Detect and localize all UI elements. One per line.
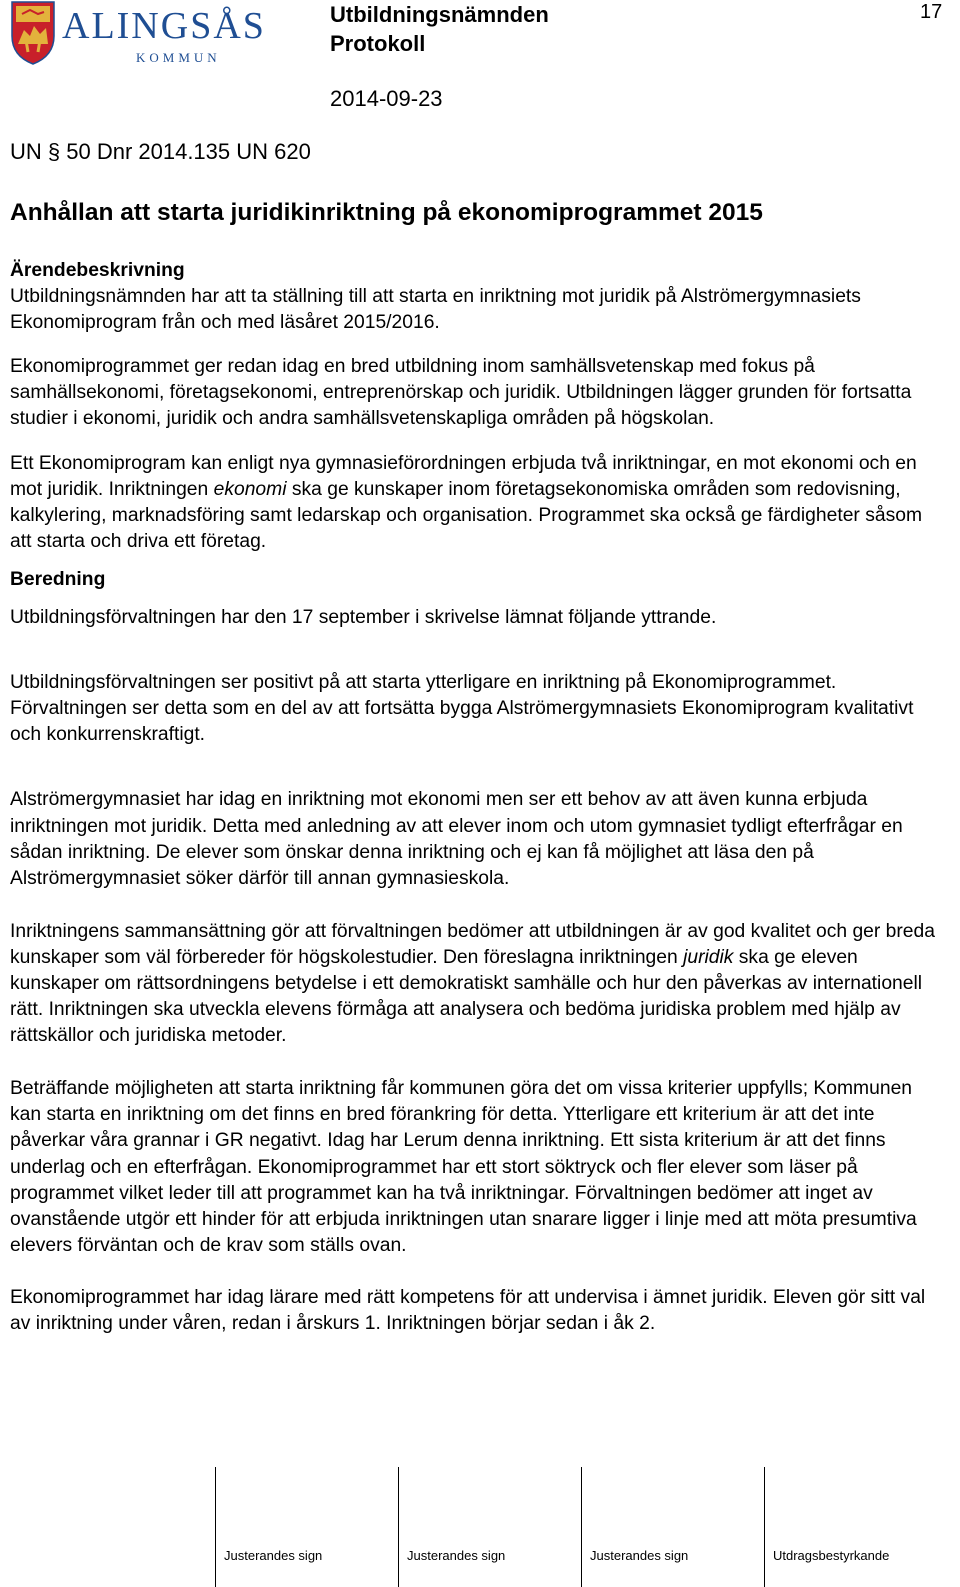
spacer	[10, 1259, 945, 1285]
paragraph-5: Utbildningsförvaltningen ser positivt på att starta ytterligare en inriktning på Ekonomiprogrammet. Förvaltningen ser detta som en del av att fortsätta bygga Alströmergymnasiets Ekonomiprogram kvalitativt och konkurrenskraftigt.	[10, 672, 914, 746]
heading-arendebeskrivning: Ärendebeskrivning	[10, 260, 185, 281]
signature-row	[0, 1467, 960, 1587]
spacer	[10, 555, 945, 567]
paragraph-7-emphasis: juridik	[683, 946, 734, 968]
document-title: Anhållan att starta juridikinriktning på ekonomiprogrammet 2015	[10, 199, 763, 226]
spacer	[10, 433, 945, 451]
paragraph-3-emphasis: ekonomi	[213, 478, 287, 500]
paragraph-9: Ekonomiprogrammet har idag lärare med rätt kompetens för att undervisa i ämnet juridik. Eleven gör sitt val av inriktning under våren, redan i årskurs 1. Inriktningen börjar sedan i åk 2.	[10, 1286, 926, 1334]
signature-divider	[215, 1467, 216, 1587]
paragraph-3-text-a: Ett Ekonomiprogram kan enligt nya gymnasieförordningen erbjuda två inriktningar, en mot ekonomi och en mot juridik. Inriktningen	[10, 452, 917, 500]
header-organization-block	[330, 0, 549, 58]
heading-beredning: Beredning	[10, 568, 106, 590]
paragraph-7-text-b: ska ge eleven kunskaper om rättsordningens betydelse i ett demokratiskt samhälle och hur den påverkas av internationell rätt. Inriktningen ska utveckla elevens förmåga att analysera och bedöma juridiska problem med hjälp av rättskällor och juridiska metoder.	[10, 946, 923, 1047]
paragraph-7-text-a: Inriktningens sammansättning gör att förvaltningen bedömer att utbildningen är av god kvalitet och ger breda kunskaper som väl förbereder för högskolestudier. Den föreslagna inriktningen	[10, 920, 935, 968]
spacer	[10, 892, 945, 919]
logo-subtitle: KOMMUN	[136, 50, 221, 65]
organization-name: Utbildningsnämnden	[330, 2, 549, 27]
signature-label-1: Justerandes sign	[224, 1548, 323, 1563]
meeting-date: 2014-09-23	[330, 86, 443, 111]
signature-divider	[398, 1467, 399, 1587]
paragraph-4: Utbildningsförvaltningen har den 17 september i skrivelse lämnat följande yttrande.	[10, 607, 717, 629]
paragraph-8: Beträffande möjligheten att starta inriktning får kommunen göra det om vissa kriterier uppfylls; Kommunen kan starta en inriktning om det finns en bred förankring för detta. Ytterligare ett kriterium är att det inte påverkar våra grannar i GR negativt. Idag har Lerum denna inriktning. Ett sista kriterium är att det finns underlag och en efterfrågan. Ekonomiprogrammet har ett stort söktryck och fler elever som läser på programmet vilket leder till att programmet kan ha två inriktningar. Förvaltningen bedömer att inget av ovanstående utgör ett hinder för att erbjuda inriktningen utan snarare ligger i linje med att möta presumtiva elevers förväntan och de krav som ställs ovan.	[10, 1078, 917, 1256]
paragraph-3-text-b: ska ge kunskaper inom företagsekonomiska områden som redovisning, kalkylering, marknadsföring samt ledarskap och organisation. Programmet ska också ge färdigheter såsom att starta och driva ett företag.	[10, 478, 922, 552]
paragraph-6: Alströmergymnasiet har idag en inriktning mot ekonomi men ser ett behov av att även kunna erbjuda inriktningen mot juridik. Detta med anledning av att elever inom och utom gymnasiet tydligt efterfrågar en sådan inriktning. De elever som önskar denna inriktning och ej kan få möjlighet att läsa den på Alströmergymnasiet söker därför till annan gymnasieskola.	[10, 789, 903, 889]
paragraph-1: Utbildningsnämnden har att ta ställning till att starta en inriktning mot juridik på Alströmergymnasiets Ekonomiprogram från och med läsåret 2015/2016.	[10, 286, 861, 334]
alingsas-kommun-logo	[8, 0, 288, 72]
spacer	[10, 336, 945, 354]
paragraph-3	[10, 451, 945, 555]
paragraph-7	[10, 919, 945, 1049]
spacer	[10, 1049, 945, 1076]
document-type: Protokoll	[330, 31, 426, 56]
certification-label: Utdragsbestyrkande	[773, 1548, 890, 1563]
coat-of-arms-icon	[12, 2, 54, 64]
spacer	[10, 593, 945, 605]
spacer	[10, 748, 945, 787]
page-number: 17	[920, 1, 943, 23]
signature-label-2: Justerandes sign	[407, 1548, 506, 1563]
logo-wordmark: ALINGSÅS	[62, 5, 266, 47]
document-body	[10, 258, 945, 1337]
signature-label-3: Justerandes sign	[590, 1548, 689, 1563]
spacer	[10, 631, 945, 670]
signature-divider	[581, 1467, 582, 1587]
paragraph-2: Ekonomiprogrammet ger redan idag en bred utbildning inom samhällsvetenskap med fokus på samhällsekonomi, företagsekonomi, entreprenörskap och juridik. Utbildningen lägger grunden för fortsatta studier i ekonomi, juridik och andra samhällsvetenskapliga områden på högskolan.	[10, 356, 912, 430]
case-reference: UN § 50 Dnr 2014.135 UN 620	[10, 139, 311, 164]
signature-divider	[764, 1467, 765, 1587]
